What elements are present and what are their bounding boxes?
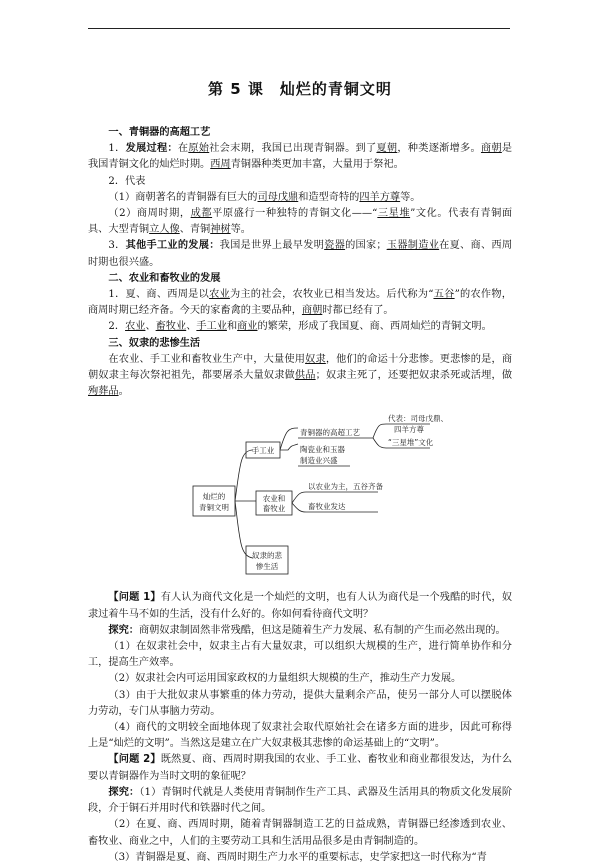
handicraft-link-bottom bbox=[280, 444, 298, 450]
section-heading: 一、青铜器的高超工艺 bbox=[108, 127, 211, 138]
branch-line-3 bbox=[235, 501, 253, 558]
answer-1-point: （2）奴隶社会内可运用国家政权的力量组织大规模的生产，推动生产力发展。 bbox=[108, 673, 462, 685]
sanxingdui-culture: “三星堆”文化 bbox=[388, 438, 434, 448]
answer-1: 探究：商朝奴隶制固然非常残酷，但这是随着生产力发展、私有制的产生而必然出现的。 bbox=[108, 624, 506, 636]
answer-2: 探究：（1）青铜时代就是人类使用青铜制作生产工具、武器及生活用具的物质文化发展阶段，介于铜石并用时代和铁器时代之间。 bbox=[88, 786, 513, 815]
answer-1-point: （4）商代的文明较全面地体现了奴隶社会取代原始社会在诸多方面的进步，因此可称得上是“灿烂的文明”。当然这是建立在广大奴隶极其悲惨的命运基础上的“文明”。 bbox=[88, 722, 512, 750]
paragraph: 3．其他手工业的发展：我国是世界上最早发明瓷器的国家；玉器制造业在夏、商、西周时期也很兴盛。 bbox=[88, 240, 513, 268]
lesson-body bbox=[88, 125, 512, 866]
paragraph: 2．农业、畜牧业、手工业和商业的繁荣，形成了我国夏、商、西周灿烂的青铜文明。 bbox=[108, 321, 492, 333]
mind-map-diagram bbox=[88, 406, 512, 586]
animal-husbandry: 畜牧业发达 bbox=[308, 502, 346, 512]
branch-agriculture-line2: 畜牧业 bbox=[262, 504, 286, 514]
center-node-line2: 青铜文明 bbox=[199, 503, 229, 513]
header-rule bbox=[88, 28, 510, 29]
question-1: 【问题 1】有人认为商代文化是一个灿烂的文明，也有人认为商代是一个残酷的时代，奴隶过着牛马不如的生活，没有什么好的。你如何看待商代文明？ bbox=[88, 592, 513, 620]
answer-1-point: （1）在奴隶社会中，奴隶主占有大量奴隶，可以组织大规模的生产，进行简单协作和分工，提高生产效率。 bbox=[88, 641, 512, 669]
agriculture-five-grains: 以农业为主，五谷齐备 bbox=[308, 482, 383, 492]
bronze-representatives-2: 四羊方尊 bbox=[394, 425, 424, 435]
paragraph: （1）商朝著名的青铜器有巨大的司母戊鼎和造型奇特的四羊方尊等。 bbox=[108, 191, 421, 203]
section-heading: 三、奴隶的悲惨生活 bbox=[108, 337, 201, 349]
ceramics-jade-line1: 陶瓷业和玉器 bbox=[300, 445, 345, 455]
branch-slaves-line2: 惨生活 bbox=[255, 562, 279, 572]
answer-1-point: （3）由于大批奴隶从事繁重的体力劳动，提供大量剩余产品，使另一部分人可以摆脱体力劳动，专门从事脑力劳动。 bbox=[88, 689, 512, 717]
page-title: 第 5 课 灿烂的青铜文明 bbox=[208, 80, 392, 98]
answer-2-point: （3）青铜器是夏、商、西周时期生产力水平的重要标志，史学家把这一时代称为“青 bbox=[108, 851, 487, 863]
answer-2-point: （2）在夏、商、西周时期，随着青铜器制造工艺的日益成熟，青铜器已经渗透到农业、畜牧业、商业之中，人们的主要劳动工具和生活用品很多是由青铜制造的。 bbox=[88, 819, 512, 847]
mind-map-svg bbox=[88, 406, 512, 586]
handicraft-bronze-craft: 青铜器的高超工艺 bbox=[300, 428, 360, 438]
paragraph: （2）商周时期，成都平原盛行一种独特的青铜文化——“三星堆”文化。代表有青铜面具、大型青铜立人像、青铜神树等。 bbox=[88, 208, 513, 236]
paragraph: 2．代表 bbox=[108, 175, 146, 187]
paragraph: 1．夏、商、西周是以农业为主的社会，农牧业已相当发达。后代称为“五谷”的农作物，商周时期已经齐备。今天的家畜禽的主要品种，商朝时都已经有了。 bbox=[88, 289, 512, 317]
section-heading: 二、农业和畜牧业的发展 bbox=[108, 272, 221, 284]
ceramics-jade-line2: 制造业兴盛 bbox=[300, 456, 338, 466]
center-node-line1: 灿烂的 bbox=[202, 492, 226, 502]
bronze-representatives: 代表：司母戊鼎、 bbox=[388, 414, 448, 424]
paragraph: 在农业、手工业和畜牧业生产中，大量使用奴隶，他们的命运十分悲惨。更悲惨的是，商朝奴隶主每次祭祀祖先，都要屠杀大量奴隶做供品；奴隶主死了，还要把奴隶杀死或活埋，做殉葬品。 bbox=[88, 353, 513, 398]
paragraph: 1．发展过程：在原始社会末期，我国已出现青铜器。到了夏朝，种类逐渐增多。商朝是我国青铜文化的灿烂时期。西周青铜器种类更加丰富，大量用于祭祀。 bbox=[88, 143, 513, 171]
branch-handicraft: 手工业 bbox=[251, 446, 275, 456]
question-2: 【问题 2】既然夏、商、西周时期我国的农业、手工业、畜牧业和商业都很发达，为什么要以青铜器作为当时文明的象征呢？ bbox=[88, 754, 513, 782]
branch-agriculture-line1: 农业和 bbox=[262, 494, 286, 504]
branch-slaves-line1: 奴隶的悲 bbox=[252, 551, 282, 561]
handicraft-link-top bbox=[280, 428, 298, 450]
